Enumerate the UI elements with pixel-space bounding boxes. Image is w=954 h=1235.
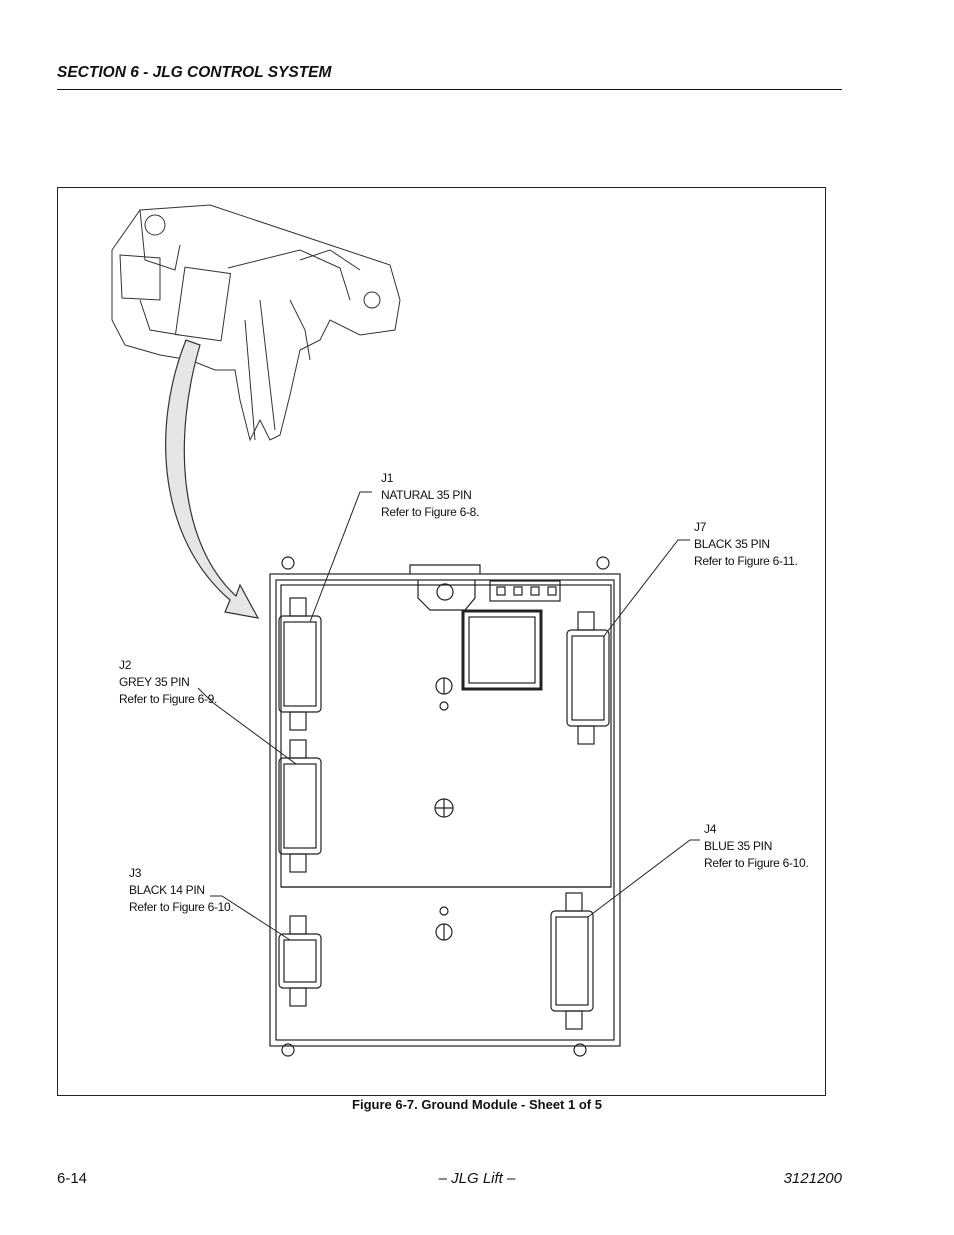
section-title: SECTION 6 - JLG CONTROL SYSTEM	[57, 64, 332, 81]
connector-j7	[567, 612, 609, 744]
callout-arrow	[166, 340, 258, 618]
callout-j3-ref: Refer to Figure 6-10.	[129, 900, 234, 914]
callout-j7-id: J7	[694, 520, 707, 534]
callout-j7	[694, 519, 798, 570]
machine-sketch	[112, 205, 400, 440]
callout-j7-ref: Refer to Figure 6-11.	[694, 554, 798, 568]
connector-j3	[279, 916, 321, 1006]
footer-brand: – JLG Lift –	[438, 1170, 516, 1187]
callout-j7-type: BLACK 35 PIN	[694, 537, 770, 551]
leader-lines	[198, 492, 700, 940]
page-number: 6-14	[57, 1170, 88, 1187]
callout-j1	[381, 470, 479, 521]
callout-j3-type: BLACK 14 PIN	[129, 883, 205, 897]
callout-j3-id: J3	[129, 866, 142, 880]
ground-module-drawing	[57, 187, 826, 1096]
callout-j1-id: J1	[381, 471, 394, 485]
connector-j4	[551, 893, 593, 1029]
document-number: 3121200	[783, 1170, 842, 1187]
callout-j2	[119, 657, 217, 708]
callout-j3	[129, 865, 233, 916]
callout-j2-ref: Refer to Figure 6-9.	[119, 692, 218, 706]
callout-j4	[704, 821, 808, 872]
connector-j1	[279, 598, 321, 730]
header-rule	[57, 89, 842, 90]
callout-j4-ref: Refer to Figure 6-10.	[704, 856, 809, 870]
callout-j4-id: J4	[704, 822, 717, 836]
callout-j1-type: NATURAL 35 PIN	[381, 488, 472, 502]
figure-caption: Figure 6-7. Ground Module - Sheet 1 of 5	[352, 1097, 602, 1112]
callout-j2-id: J2	[119, 658, 132, 672]
connector-j2	[279, 740, 321, 872]
callout-j4-type: BLUE 35 PIN	[704, 839, 773, 853]
callout-j2-type: GREY 35 PIN	[119, 675, 190, 689]
callout-j1-ref: Refer to Figure 6-8.	[381, 505, 480, 519]
